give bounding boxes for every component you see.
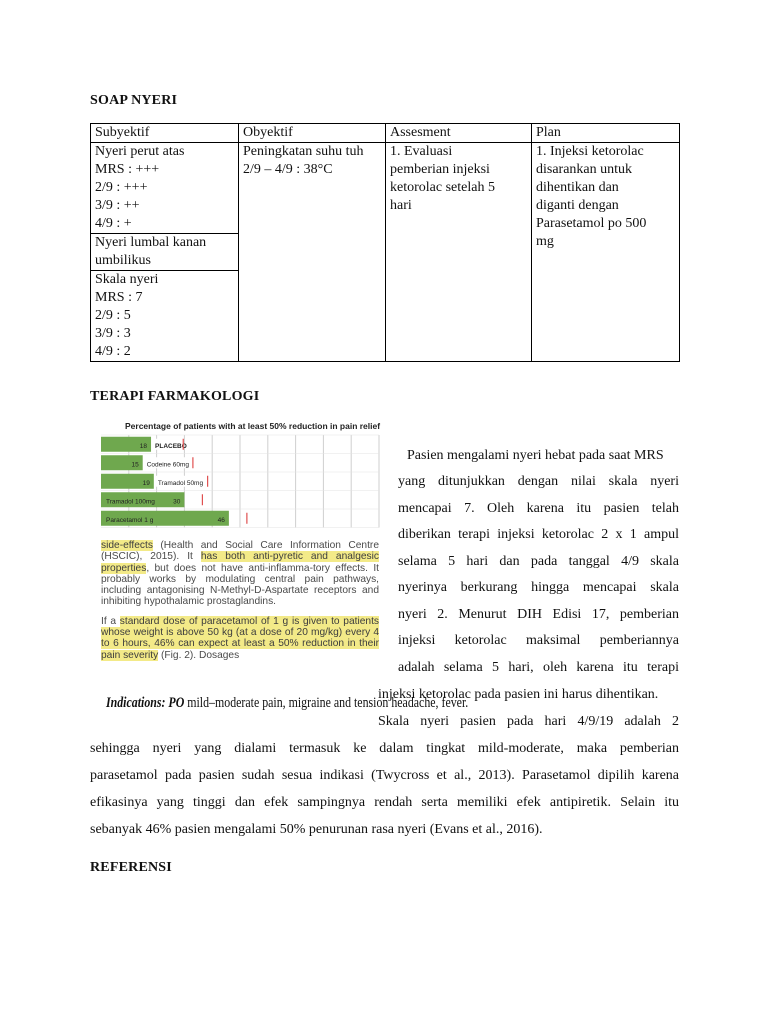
paragraph-line: injeksi ketorolac pada pasien ini harus dihentikan. bbox=[378, 687, 659, 702]
paragraph-line: injeksi ketorolac maksimal pemberiannya bbox=[398, 633, 679, 648]
paragraph-line: Pasien mengalami nyeri hebat pada saat MRS bbox=[407, 448, 664, 463]
subjective-line: MRS : 7 bbox=[95, 290, 143, 305]
subjective-line: 4/9 : + bbox=[95, 216, 132, 231]
subjective-cell-3 bbox=[91, 271, 239, 362]
chart-title: Percentage of patients with at least 50% reduction in pain relief bbox=[125, 421, 381, 431]
excerpt-highlight: standard dose of paracetamol of 1 g is given to patients whose weight is above 50 kg (at a dose of 20 mg/kg) every 4 to 6 hours, 46% can expect at least a 50% reduction in their pain severity bbox=[101, 615, 379, 661]
plan-line: diganti dengan bbox=[536, 198, 619, 213]
chart-value-label: 18 bbox=[139, 442, 148, 450]
paragraph-line: selama 5 hari dan pada tanggal 4/9 skala bbox=[398, 554, 679, 569]
plan-cell bbox=[532, 143, 680, 362]
excerpt-highlight: has both anti-pyretic and analgesic properties bbox=[101, 551, 379, 574]
excerpt-paragraph-2 bbox=[101, 616, 379, 661]
subjective-line: 4/9 : 2 bbox=[95, 344, 131, 359]
indications-text: mild–moderate pain, migraine and tension headache, fever. bbox=[184, 695, 469, 711]
chart-plot bbox=[97, 419, 382, 532]
pain-relief-chart bbox=[97, 419, 382, 532]
assessment-cell bbox=[386, 143, 532, 362]
paragraph-line: nyerinya berkurang hingga mencapai skala bbox=[398, 580, 679, 595]
assessment-line: hari bbox=[390, 198, 412, 213]
subjective-line: Skala nyeri bbox=[95, 272, 159, 287]
assessment-line: 1. Evaluasi bbox=[390, 144, 453, 159]
subjective-cell-1 bbox=[91, 143, 239, 234]
paragraph-line: mencapai 7. Oleh karena itu pasien telah bbox=[398, 501, 679, 516]
chart-value-label: 30 bbox=[173, 498, 181, 506]
soap-table bbox=[90, 123, 680, 362]
paragraph-line: sebanyak 46% pasien mengalami 50% penurunan rasa nyeri (Evans et al., 2016). bbox=[90, 822, 543, 837]
header-subjective: Subyektif bbox=[91, 124, 239, 143]
paragraph-line: diberikan terapi injeksi ketorolac 2 x 1 ampul bbox=[398, 527, 679, 542]
plan-line: Parasetamol po 500 bbox=[536, 216, 647, 231]
subjective-line: Nyeri lumbal kanan bbox=[95, 235, 207, 250]
paragraph-line: Skala nyeri pasien pada hari 4/9/19 adalah 2 bbox=[378, 714, 679, 729]
objective-line: 2/9 – 4/9 : 38°C bbox=[243, 162, 333, 177]
paragraph-line: adalah selama 5 hari, oleh karena itu terapi bbox=[398, 660, 679, 675]
header-objective: Obyektif bbox=[239, 124, 386, 143]
objective-line: Peningkatan suhu tuh bbox=[243, 144, 364, 159]
chart-category-label: Tramadol 100mg bbox=[106, 498, 155, 506]
subjective-cell-2 bbox=[91, 234, 239, 271]
chart-category-label: PLACEBO bbox=[155, 442, 187, 450]
excerpt-text: , but does not have anti-inflamma-tory effects. It probably works by modulating central pain pathways, including antagonising N-Methyl-D-Aspartate receptors and inhibiting hypothalamic prostaglandins. bbox=[101, 562, 379, 608]
paragraph-line: sehingga nyeri yang dialami termasuk ke dalam tingkat mild-moderate, maka pemberian bbox=[90, 741, 679, 756]
paragraph-line: efikasinya yang tinggi dan efek sampingnya rendah serta memiliki efek antipiretik. Selain itu bbox=[90, 795, 679, 810]
soap-header-row bbox=[91, 124, 680, 143]
subjective-line: MRS : +++ bbox=[95, 162, 160, 177]
assessment-line: ketorolac setelah 5 bbox=[390, 180, 495, 195]
chart-category-label: Tramadol 50mg bbox=[157, 479, 204, 487]
subjective-line: Nyeri perut atas bbox=[95, 144, 185, 159]
chart-value-label: 15 bbox=[131, 461, 139, 469]
objective-cell bbox=[239, 143, 386, 362]
excerpt-text: (Fig. 2). Dosages bbox=[158, 649, 240, 661]
plan-line: mg bbox=[536, 234, 554, 249]
article-excerpt bbox=[101, 540, 379, 661]
chart-value-label: 19 bbox=[142, 479, 150, 487]
referensi-heading: REFERENSI bbox=[90, 860, 172, 875]
subjective-line: 2/9 : +++ bbox=[95, 180, 148, 195]
terapi-heading: TERAPI FARMAKOLOGI bbox=[90, 389, 260, 404]
soap-row bbox=[91, 143, 680, 234]
soap-heading: SOAP NYERI bbox=[90, 93, 178, 108]
excerpt-paragraph-1 bbox=[101, 540, 379, 608]
header-plan: Plan bbox=[532, 124, 680, 143]
chart-category-label: Codeine 60mg bbox=[146, 461, 189, 469]
plan-line: 1. Injeksi ketorolac bbox=[536, 144, 644, 159]
paragraph-line: yang ditunjukkan dengan nilai skala nyeri bbox=[398, 474, 679, 489]
excerpt-text: If a bbox=[101, 615, 120, 627]
header-assessment: Assesment bbox=[386, 124, 532, 143]
subjective-line: 2/9 : 5 bbox=[95, 308, 131, 323]
excerpt-text: (Health and Social Care Information Centre (HSCIC), 2015). It bbox=[101, 540, 379, 563]
excerpt-highlight: side-effects bbox=[101, 540, 153, 551]
chart-value-label: 46 bbox=[217, 516, 225, 524]
paragraph-line: parasetamol pada pasien sudah sesua indikasi (Twycross et al., 2013). Parasetamol dipilih karena bbox=[90, 768, 679, 783]
subjective-line: 3/9 : ++ bbox=[95, 198, 140, 213]
assessment-line: pemberian injeksi bbox=[390, 162, 490, 177]
plan-line: disarankan untuk bbox=[536, 162, 633, 177]
paragraph-line: nyeri 2. Menurut DIH Edisi 17, pemberian bbox=[398, 607, 679, 622]
chart-category-label: Paracetamol 1 g bbox=[106, 516, 154, 524]
indications-label: Indications: PO bbox=[106, 695, 185, 711]
subjective-line: umbilikus bbox=[95, 253, 152, 268]
subjective-line: 3/9 : 3 bbox=[95, 326, 131, 341]
plan-line: dihentikan dan bbox=[536, 180, 619, 195]
